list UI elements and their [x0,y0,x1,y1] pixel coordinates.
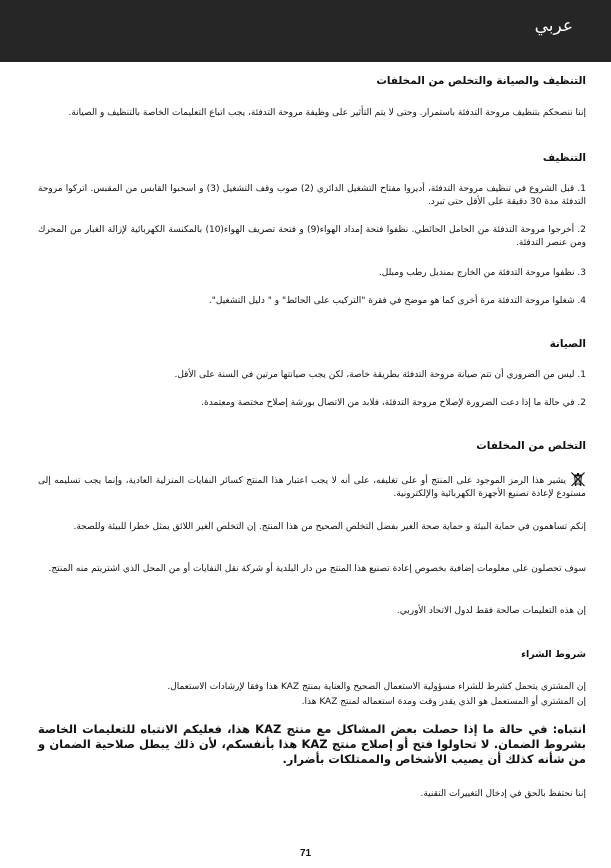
language-label: عربي [534,16,573,36]
purchase-terms-line-2: إن المشتري أو المستعمل هو الذي يقدر وقت ومدة استعماله لمنتج KAZ هذا. [301,697,586,707]
cleaning-step-2: 2. أخرجوا مروحة التدفئة من الحامل الحائطي. نظفوا فتحة إمداد الهواء(9) و فتحة تصريف الهواء(10) بالمكنسة الكهربائية لإزالة الغبار من المحرك ومن عنصر التدفئة. [38,225,586,248]
crossed-out-bin-icon [570,471,586,487]
disposal-symbol-text: يشير هذا الرمز الموجود على المنتج أو على تغليفه، على أنه لا يجب اعتبار هذا المنتج كسائر النفايات المنزلية العادية، وإنما يجب تسليمه إلى مستودع لإعادة تصنيع الأجهزة الكهربائية والإلكترونية. [38,476,586,499]
purchase-terms-heading: شروط الشراء [521,649,586,660]
disposal-symbol-paragraph [38,471,586,501]
page-title: التنظيف والصيانة والتخلص من المخلفات [376,75,586,87]
page-number: 71 [299,848,312,859]
cleaning-heading: التنظيف [542,152,586,164]
technical-changes-note: إننا نحتفظ بالحق في إدخال التغييرات التقنية. [420,789,586,799]
maintenance-item-1: 1. ليس من الضروري أن تتم صيانة مروحة التدفئة بطريقة خاصة، لكن يجب صيانتها مرتين في السنة على الأقل. [174,370,586,380]
purchase-terms-line-1: إن المشتري يتحمل كشرط للشراء مسؤولية الاستعمال الصحيح والعناية بمنتج KAZ هذا وفقا لإرشادات الاستعمال. [167,682,586,692]
disposal-eu-paragraph: إن هذه التعليمات صالحة فقط لدول الاتحاد الأوربي. [396,606,586,616]
warranty-warning: انتباه: في حالة ما إذا حصلت بعض المشاكل مع منتج KAZ هذا، فعليكم الانتباه للتعليمات الخاصة بشروط الضمان. لا تحاولوا فتح أو إصلاح منتج KAZ هذا بأنفسكم، لأن ذلك يبطل صلاحية الضمان و من شأنه كذلك أن يصيب الأشخاص والممتلكات بأضرار. [38,722,586,766]
cleaning-step-1: 1. قبل الشروع في تنظيف مروحة التدفئة، أديروا مفتاح التشغيل الدائري (2) صوب وقف التشغيل (3) و اسحبوا القابس من المقبس. اتركوا مروحة التدفئة مدة 30 دقيقة على الأقل حتى تبرد. [38,184,587,207]
cleaning-step-4: 4. شغلوا مروحة التدفئة مرة أخرى كما هو موضح في فقرة "التركيب على الحائط" و " دليل التشغيل". [208,296,586,306]
language-header-bar [0,0,611,62]
maintenance-item-2: 2. في حالة ما إذا دعت الضرورة لإصلاح مروحة التدفئة، فلابد من الاتصال بورشة إصلاح مختصة ومعتمدة. [201,398,586,408]
maintenance-heading: الصيانة [549,338,586,350]
disposal-environment-paragraph: إنكم تساهمون في حماية البيئة و حماية صحة الغير بفضل التخلص الصحيح من هذا المنتج. إن التخلص الغير اللائق يمثل خطرا للبيئة وللصحة. [73,522,586,532]
disposal-heading: التخلص من المخلفات [476,440,586,452]
intro-paragraph: إننا ننصحكم بتنظيف مروحة التدفئة باستمرار. وحتى لا يتم التأثير على وظيفة مروحة التدفئة، يجب اتباع التعليمات الخاصة بالتنظيف و الصيانة. [68,108,586,118]
cleaning-step-3: 3. نظفوا مروحة التدفئة من الخارج بمنديل رطب ومبلل. [378,268,586,278]
disposal-information-paragraph: سوف تحصلون على معلومات إضافية بخصوص إعادة تصنيع هذا المنتج من دار البلدية أو شركة نقل النفايات أو من المحل الذي اشتريتم منه المنتج. [48,564,586,574]
